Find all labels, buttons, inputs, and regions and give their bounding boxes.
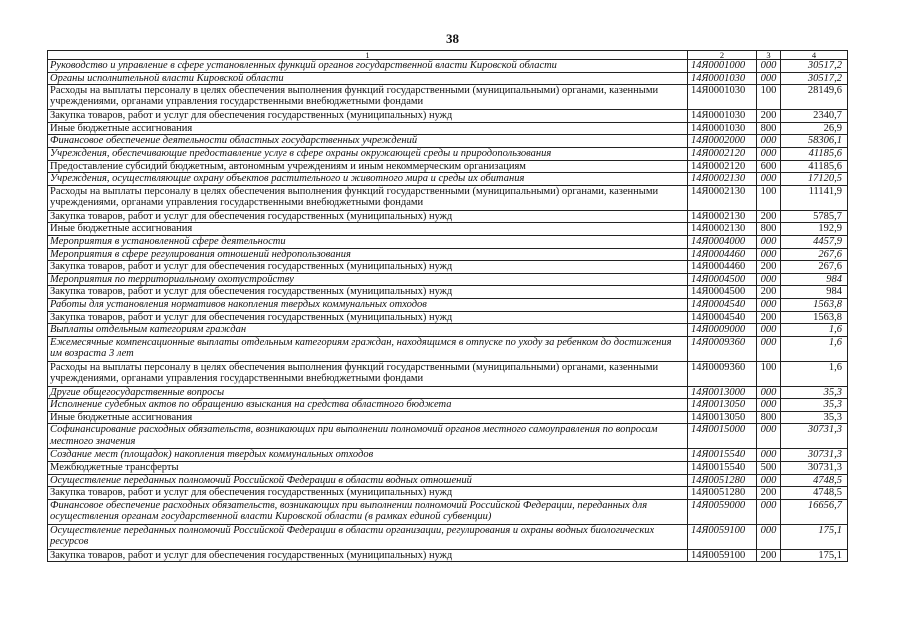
cell-name: Органы исполнительной власти Кировской области (48, 72, 688, 85)
table-row (48, 399, 848, 412)
cell-code: 14Я0004500 (688, 286, 757, 299)
table-row (48, 261, 848, 274)
cell-name: Мероприятия по территориальному охотустройству (48, 273, 688, 286)
cell-amount: 175,1 (781, 524, 848, 549)
cell-name: Расходы на выплаты персоналу в целях обеспечения выполнения функций государственными (муниципальными) органами, казенными учреждениями, органами управления государственными внебюджетными фондами (48, 85, 688, 110)
cell-name: Закупка товаров, работ и услуг для обеспечения государственных (муниципальных) нужд (48, 261, 688, 274)
cell-name: Создание мест (площадок) накопления твердых коммунальных отходов (48, 449, 688, 462)
table-row (48, 210, 848, 223)
cell-name: Закупка товаров, работ и услуг для обеспечения государственных (муниципальных) нужд (48, 286, 688, 299)
cell-expense-type: 100 (757, 85, 781, 110)
cell-expense-type: 100 (757, 185, 781, 210)
cell-amount: 984 (781, 273, 848, 286)
table-row (48, 361, 848, 386)
cell-expense-type: 000 (757, 248, 781, 261)
cell-expense-type: 000 (757, 524, 781, 549)
cell-amount: 17120,5 (781, 173, 848, 186)
cell-code: 14Я0015540 (688, 462, 757, 475)
cell-expense-type: 800 (757, 122, 781, 135)
cell-name: Софинансирование расходных обязательств, возникающих при выполнении полномочий органов местного самоуправления по вопросам местного значения (48, 424, 688, 449)
cell-code: 14Я0059100 (688, 524, 757, 549)
cell-name: Учреждения, осуществляющие охрану объектов растительного и животного мира и среды их обитания (48, 173, 688, 186)
cell-code: 14Я0013050 (688, 411, 757, 424)
table-row (48, 72, 848, 85)
table-row (48, 135, 848, 148)
table-row (48, 122, 848, 135)
table-row (48, 424, 848, 449)
cell-amount: 5785,7 (781, 210, 848, 223)
cell-code: 14Я0015000 (688, 424, 757, 449)
cell-expense-type: 000 (757, 474, 781, 487)
header-col-4: 4 (781, 51, 848, 60)
cell-name: Финансовое обеспечение расходных обязательств, возникающих при выполнении полномочий Российской Федерации, переданных для осуществления органам государственной власти Кировской области (в рамках единой субвенции) (48, 499, 688, 524)
cell-code: 14Я0015540 (688, 449, 757, 462)
cell-expense-type: 000 (757, 173, 781, 186)
cell-expense-type: 000 (757, 324, 781, 337)
cell-name: Мероприятия в сфере регулирования отношений недропользования (48, 248, 688, 261)
cell-expense-type: 200 (757, 311, 781, 324)
table-row (48, 499, 848, 524)
cell-amount: 26,9 (781, 122, 848, 135)
table-row (48, 524, 848, 549)
cell-amount: 1,6 (781, 324, 848, 337)
table-row (48, 85, 848, 110)
cell-code: 14Я0013050 (688, 399, 757, 412)
cell-amount: 192,9 (781, 223, 848, 236)
cell-code: 14Я0002120 (688, 147, 757, 160)
cell-amount: 35,3 (781, 411, 848, 424)
cell-code: 14Я0059100 (688, 549, 757, 562)
cell-code: 14Я0002120 (688, 160, 757, 173)
cell-amount: 41185,6 (781, 160, 848, 173)
cell-amount: 58306,1 (781, 135, 848, 148)
cell-name: Финансовое обеспечение деятельности областных государственных учреждений (48, 135, 688, 148)
cell-amount: 175,1 (781, 549, 848, 562)
cell-code: 14Я0001030 (688, 85, 757, 110)
table-row (48, 549, 848, 562)
cell-expense-type: 000 (757, 60, 781, 73)
cell-name: Выплаты отдельным категориям граждан (48, 324, 688, 337)
cell-amount: 35,3 (781, 399, 848, 412)
cell-amount: 4748,5 (781, 487, 848, 500)
cell-expense-type: 000 (757, 135, 781, 148)
cell-name: Расходы на выплаты персоналу в целях обеспечения выполнения функций государственными (муниципальными) органами, казенными учреждениями, органами управления государственными внебюджетными фондами (48, 361, 688, 386)
cell-amount: 30731,3 (781, 462, 848, 475)
cell-name: Учреждения, обеспечивающие предоставление услуг в сфере охраны окружающей среды и природопользования (48, 147, 688, 160)
cell-expense-type: 000 (757, 424, 781, 449)
cell-code: 14Я0013000 (688, 386, 757, 399)
cell-expense-type: 200 (757, 286, 781, 299)
table-row (48, 60, 848, 73)
cell-name: Закупка товаров, работ и услуг для обеспечения государственных (муниципальных) нужд (48, 311, 688, 324)
cell-name: Расходы на выплаты персоналу в целях обеспечения выполнения функций государственными (муниципальными) органами, казенными учреждениями, органами управления государственными внебюджетными фондами (48, 185, 688, 210)
table-row (48, 487, 848, 500)
cell-code: 14Я0051280 (688, 474, 757, 487)
cell-name: Исполнение судебных актов по обращению взыскания на средства областного бюджета (48, 399, 688, 412)
cell-name: Мероприятия в установленной сфере деятельности (48, 235, 688, 248)
cell-expense-type: 000 (757, 449, 781, 462)
cell-code: 14Я0009000 (688, 324, 757, 337)
cell-code: 14Я0001030 (688, 72, 757, 85)
cell-name: Иные бюджетные ассигнования (48, 122, 688, 135)
cell-expense-type: 500 (757, 462, 781, 475)
cell-name: Иные бюджетные ассигнования (48, 223, 688, 236)
cell-amount: 267,6 (781, 248, 848, 261)
cell-name: Закупка товаров, работ и услуг для обеспечения государственных (муниципальных) нужд (48, 110, 688, 123)
table-row (48, 462, 848, 475)
cell-expense-type: 200 (757, 549, 781, 562)
cell-code: 14Я0059000 (688, 499, 757, 524)
cell-amount: 1563,8 (781, 298, 848, 311)
cell-name: Руководство и управление в сфере установленных функций органов государственной власти Кировской области (48, 60, 688, 73)
cell-name: Ежемесячные компенсационные выплаты отдельным категориям граждан, находящимся в отпуске по уходу за ребенком до достижения им возраста 3 лет (48, 336, 688, 361)
cell-code: 14Я0001030 (688, 110, 757, 123)
cell-name: Осуществление переданных полномочий Российской Федерации в области водных отношений (48, 474, 688, 487)
cell-amount: 984 (781, 286, 848, 299)
cell-code: 14Я0004540 (688, 311, 757, 324)
cell-amount: 30517,2 (781, 60, 848, 73)
cell-amount: 2340,7 (781, 110, 848, 123)
table-row (48, 160, 848, 173)
cell-expense-type: 200 (757, 210, 781, 223)
cell-amount: 267,6 (781, 261, 848, 274)
cell-expense-type: 200 (757, 261, 781, 274)
cell-name: Закупка товаров, работ и услуг для обеспечения государственных (муниципальных) нужд (48, 487, 688, 500)
cell-expense-type: 000 (757, 336, 781, 361)
cell-code: 14Я0009360 (688, 336, 757, 361)
header-col-1: 1 (48, 51, 688, 60)
cell-code: 14Я0004460 (688, 248, 757, 261)
cell-name: Закупка товаров, работ и услуг для обеспечения государственных (муниципальных) нужд (48, 549, 688, 562)
cell-amount: 1,6 (781, 361, 848, 386)
cell-expense-type: 000 (757, 399, 781, 412)
cell-amount: 41185,6 (781, 147, 848, 160)
cell-expense-type: 200 (757, 487, 781, 500)
header-col-2: 2 (688, 51, 757, 60)
cell-code: 14Я0051280 (688, 487, 757, 500)
table-row (48, 223, 848, 236)
table-row (48, 248, 848, 261)
cell-expense-type: 800 (757, 411, 781, 424)
cell-expense-type: 600 (757, 160, 781, 173)
cell-expense-type: 800 (757, 223, 781, 236)
cell-amount: 30731,3 (781, 424, 848, 449)
cell-expense-type: 000 (757, 386, 781, 399)
cell-amount: 4457,9 (781, 235, 848, 248)
cell-name: Работы для установления нормативов накопления твердых коммунальных отходов (48, 298, 688, 311)
cell-expense-type: 000 (757, 499, 781, 524)
table-row (48, 311, 848, 324)
cell-expense-type: 000 (757, 147, 781, 160)
table-row (48, 411, 848, 424)
table-row (48, 474, 848, 487)
table-row (48, 147, 848, 160)
cell-code: 14Я0004540 (688, 298, 757, 311)
header-col-3: 3 (757, 51, 781, 60)
cell-code: 14Я0001030 (688, 122, 757, 135)
cell-code: 14Я0001000 (688, 60, 757, 73)
table-row (48, 449, 848, 462)
cell-code: 14Я0002000 (688, 135, 757, 148)
cell-amount: 16656,7 (781, 499, 848, 524)
cell-expense-type: 000 (757, 273, 781, 286)
table-row (48, 386, 848, 399)
cell-code: 14Я0004000 (688, 235, 757, 248)
table-row (48, 110, 848, 123)
cell-amount: 35,3 (781, 386, 848, 399)
cell-expense-type: 000 (757, 72, 781, 85)
table-row (48, 273, 848, 286)
cell-amount: 1563,8 (781, 311, 848, 324)
cell-name: Иные бюджетные ассигнования (48, 411, 688, 424)
cell-code: 14Я0009360 (688, 361, 757, 386)
budget-table (47, 50, 848, 562)
table-header-row (48, 51, 848, 60)
cell-name: Осуществление переданных полномочий Российской Федерации в области организации, регулирования и охраны водных биологических ресурсов (48, 524, 688, 549)
cell-amount: 28149,6 (781, 85, 848, 110)
cell-code: 14Я0004500 (688, 273, 757, 286)
table-row (48, 235, 848, 248)
cell-code: 14Я0002130 (688, 223, 757, 236)
cell-code: 14Я0002130 (688, 210, 757, 223)
table-row (48, 173, 848, 186)
cell-amount: 11141,9 (781, 185, 848, 210)
cell-expense-type: 000 (757, 235, 781, 248)
cell-expense-type: 200 (757, 110, 781, 123)
cell-code: 14Я0004460 (688, 261, 757, 274)
cell-amount: 4748,5 (781, 474, 848, 487)
cell-expense-type: 000 (757, 298, 781, 311)
table-row (48, 336, 848, 361)
cell-expense-type: 100 (757, 361, 781, 386)
table-row (48, 185, 848, 210)
page-number: 38 (446, 31, 459, 46)
table-row (48, 286, 848, 299)
table-row (48, 324, 848, 337)
cell-name: Межбюджетные трансферты (48, 462, 688, 475)
cell-amount: 30517,2 (781, 72, 848, 85)
cell-code: 14Я0002130 (688, 185, 757, 210)
cell-amount: 30731,3 (781, 449, 848, 462)
cell-amount: 1,6 (781, 336, 848, 361)
cell-name: Предоставление субсидий бюджетным, автономным учреждениям и иным некоммерческим организациям (48, 160, 688, 173)
cell-code: 14Я0002130 (688, 173, 757, 186)
cell-name: Другие общегосударственные вопросы (48, 386, 688, 399)
table-row (48, 298, 848, 311)
cell-name: Закупка товаров, работ и услуг для обеспечения государственных (муниципальных) нужд (48, 210, 688, 223)
